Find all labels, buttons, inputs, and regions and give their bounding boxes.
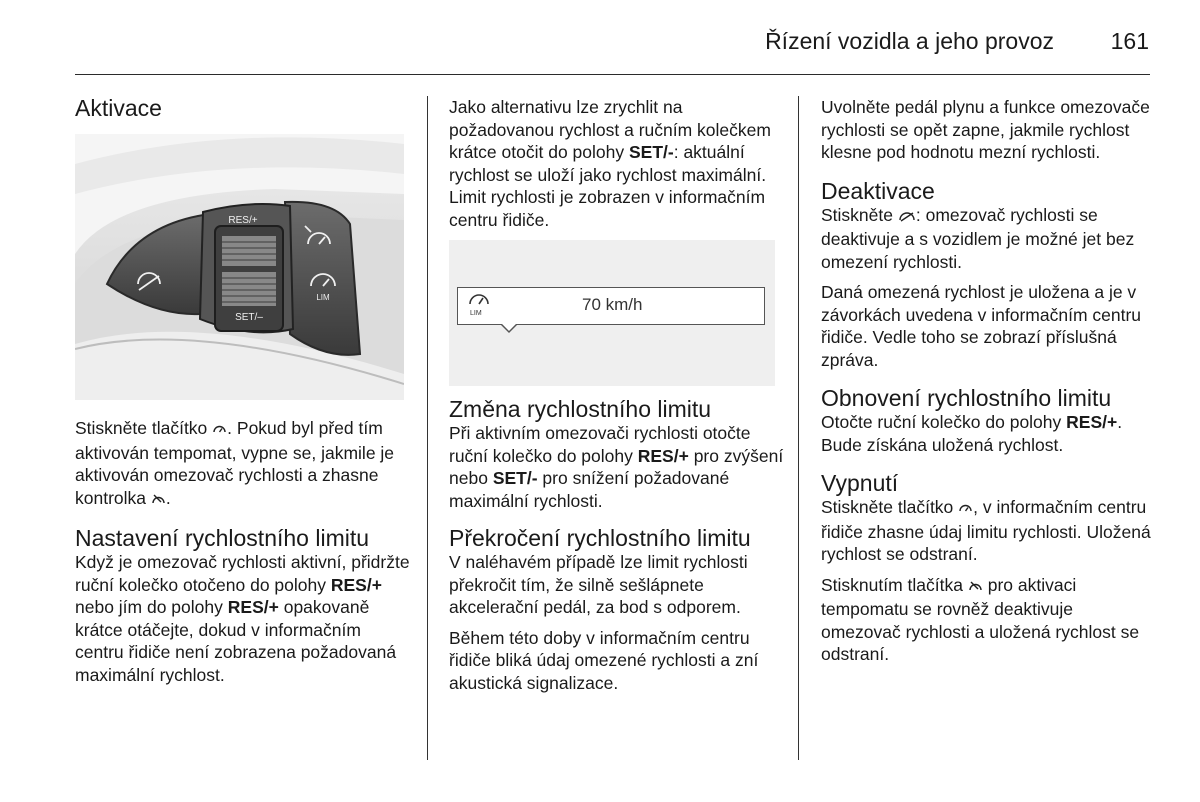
page-header	[75, 26, 1150, 75]
lim-label: LIM	[316, 293, 330, 302]
steering-wheel-controls-illustration	[75, 134, 404, 400]
release-pedal-paragraph: Uvolněte pedál plynu a funkce omezovače rychlosti se opět zapne, jakmile rychlost klesne pod hodnotu mezní rychlosti.	[821, 97, 1150, 162]
resume-paragraph: Otočte ruční kolečko do polohy RES/+. Bude získána uložená rychlost.	[821, 412, 1123, 455]
set-minus-label: SET/–	[235, 312, 263, 323]
activation-paragraph: Stiskněte tlačítko . Pokud byl před tím aktivován tempomat, vypne se, jakmile je aktivován omezovač rychlosti a zhasne kontrolka .	[75, 417, 410, 511]
page-number: 161	[1110, 28, 1149, 54]
column-divider-1	[427, 96, 428, 760]
speed-limiter-icon	[466, 290, 496, 323]
heading-set-limit: Nastavení rychlostního limitu	[75, 525, 370, 551]
display-speed-box	[457, 287, 765, 325]
display-lim-label: LIM	[470, 310, 482, 317]
stored-speed-paragraph: Daná omezená rychlost je uložena a je v závorkách uvedena v informačním centru řidiče. Vedle toho se zobrazí příslušná zpráva.	[821, 282, 1142, 370]
exceed-paragraph: V naléhavém případě lze limit rychlosti překročit tím, že silně sešlápnete akcelerační pedál, za bod s odporem.	[449, 552, 748, 617]
heading-deactivation: Deaktivace	[821, 177, 935, 204]
column-2	[449, 96, 779, 231]
heading-resume-limit: Obnovení rychlostního limitu	[821, 385, 1112, 411]
alternative-paragraph: Jako alternativu lze zrychlit na požadovanou rychlost a ručním kolečkem krátce otočit do polohy SET/-: aktuální rychlost se uloží jako rychlost maximální. Limit rychlosti je zobrazen v informačním centru řidiče.	[449, 97, 771, 230]
column-3	[821, 96, 1156, 666]
set-limit-paragraph: Když je omezovač rychlosti aktivní, přidržte ruční kolečko otočeno do polohy RES/+ nebo jím do polohy RES/+ opakovaně krátce otáčejte, dokud v informačním centru řidiče není zobrazena požadovaná maximální rychlost.	[75, 552, 410, 685]
warning-paragraph: Během této doby v informačním centru řidiče bliká údaj omezené rychlosti a zní akustická signalizace.	[449, 627, 759, 693]
cruise-control-icon	[151, 489, 166, 512]
speed-limiter-icon	[958, 498, 973, 521]
column-2-text	[449, 397, 784, 694]
res-plus-label: RES/+	[228, 215, 258, 226]
display-speed-value: 70 km/h	[582, 295, 643, 314]
speed-limiter-icon	[212, 419, 227, 442]
speed-limiter-off-icon	[898, 206, 916, 229]
driver-info-display	[449, 240, 775, 386]
heading-exceed-limit: Překročení rychlostního limitu	[449, 525, 751, 551]
heading-activation: Aktivace	[75, 95, 162, 121]
cruise-control-paragraph: Stisknutím tlačítka pro aktivaci tempomatu se rovněž deaktivuje omezovač rychlosti a uložená rychlost se odstraní.	[821, 574, 1140, 664]
heading-switch-off: Vypnutí	[821, 470, 899, 496]
column-1-text	[75, 417, 410, 686]
column-divider-2	[798, 96, 799, 760]
chapter-title: Řízení vozidla a jeho provoz	[765, 28, 1054, 54]
heading-change-limit: Změna rychlostního limitu	[449, 396, 712, 422]
switch-off-paragraph: Stiskněte tlačítko , v informačním centru řidiče zhasne údaj limitu rychlosti. Uložená rychlost se odstraní.	[821, 497, 1151, 564]
cruise-control-icon	[968, 576, 983, 599]
deactivation-paragraph: Stiskněte : omezovač rychlosti se deaktivuje a s vozidlem je možné jet bez omezení rychlosti.	[821, 204, 1135, 272]
change-limit-paragraph: Při aktivním omezovači rychlosti otočte ruční kolečko do polohy RES/+ pro zvýšení nebo SET/- pro snížení požadované maximální rychlosti.	[449, 423, 784, 511]
column-1	[75, 96, 410, 121]
display-pointer	[501, 324, 517, 334]
